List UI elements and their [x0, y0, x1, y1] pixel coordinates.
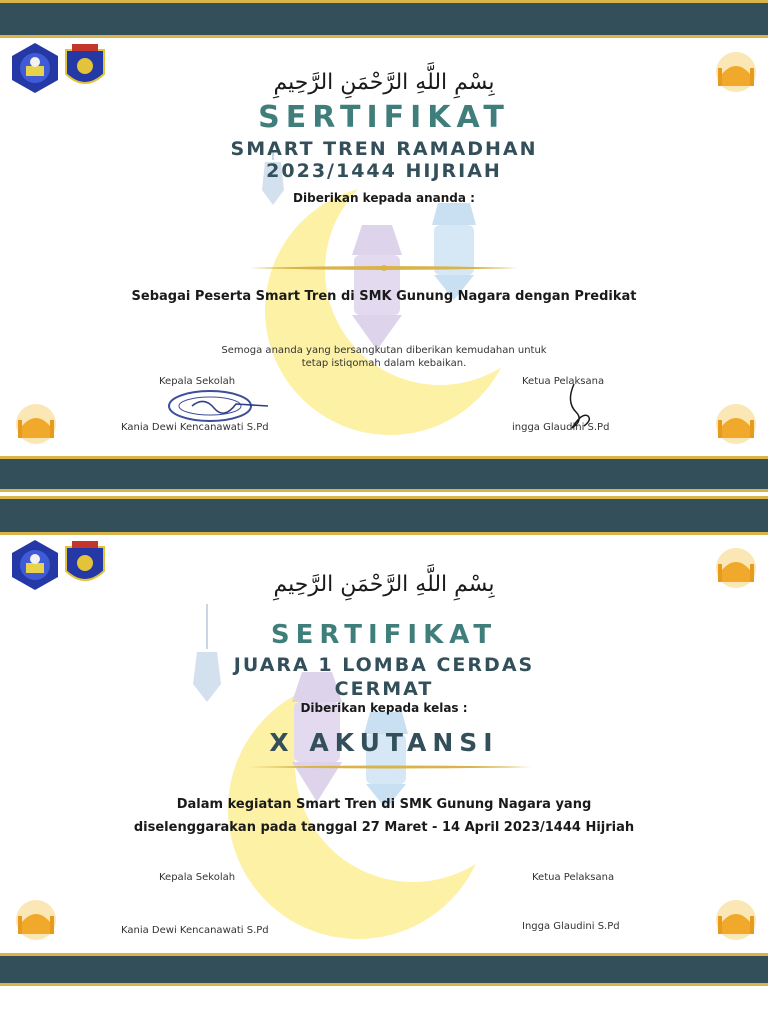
mosque-badge-icon: [8, 394, 66, 454]
top-gold-line-2: [0, 35, 768, 38]
bottom-band: [0, 956, 768, 986]
right-signer-role: Ketua Pelaksana: [522, 376, 605, 387]
left-signer-name: Kania Dewi Kencanawati S.Pd: [121, 925, 269, 936]
basmalah: بِسْمِ اللَّهِ الرَّحْمَنِ الرَّحِيمِ: [273, 572, 495, 597]
recipient-name: X AKUTANSI: [269, 728, 499, 757]
top-band: [0, 0, 768, 38]
right-signer-name: ingga Glaudini S.Pd: [512, 422, 610, 433]
right-signer-role: Ketua Pelaksana: [532, 872, 615, 883]
stamp-icon: [164, 388, 274, 426]
left-signer-role: Kepala Sekolah: [159, 376, 236, 387]
wish-line-2: tetap istiqomah dalam kebaikan.: [301, 358, 467, 369]
left-signer-role: Kepala Sekolah: [159, 872, 236, 883]
gold-divider: [250, 762, 532, 772]
mosque-badge-icon: [708, 890, 766, 950]
given-to-label: Diberikan kepada ananda :: [293, 191, 475, 205]
certificate-2: [0, 494, 768, 1024]
given-to-label: Diberikan kepada kelas :: [300, 701, 468, 715]
subtitle-line-1: JUARA 1 LOMBA CERDAS: [233, 654, 535, 676]
subtitle-line-2: CERMAT: [334, 678, 434, 700]
top-band: [0, 498, 768, 534]
right-signer-name: Ingga Glaudini S.Pd: [522, 921, 620, 932]
statement-line-1: Sebagai Peserta Smart Tren di SMK Gunung Nagara dengan Predikat: [131, 289, 637, 304]
statement-line-1: Dalam kegiatan Smart Tren di SMK Gunung Nagara yang: [176, 797, 592, 812]
wish-line-1: Semoga ananda yang bersangkutan diberikan kemudahan untuk: [221, 345, 547, 356]
subtitle-line-1: SMART TREN RAMADHAN: [230, 138, 538, 160]
basmalah: بِسْمِ اللَّهِ الرَّحْمَنِ الرَّحِيمِ: [273, 70, 495, 95]
gold-divider: [250, 262, 518, 274]
bottom-gold-line: [0, 953, 768, 956]
mosque-badge-icon: [708, 394, 766, 454]
top-gold-line: [0, 0, 768, 3]
certificate-title: SERTIFIKAT: [258, 100, 510, 135]
certificate-title: SERTIFIKAT: [270, 620, 498, 650]
subtitle-line-2: 2023/1444 HIJRIAH: [266, 160, 502, 182]
bottom-gold-line: [0, 456, 768, 459]
bottom-gold-line-2: [0, 983, 768, 986]
mosque-badge-icon: [8, 890, 66, 950]
top-gold-line-2: [0, 532, 768, 535]
left-signer-name: Kania Dewi Kencanawati S.Pd: [121, 422, 269, 433]
bottom-gold-line-2: [0, 489, 768, 492]
top-gold-line: [0, 496, 768, 499]
statement-line-2: diselenggarakan pada tanggal 27 Maret - 14 April 2023/1444 Hijriah: [133, 820, 635, 835]
bottom-band: [0, 458, 768, 492]
